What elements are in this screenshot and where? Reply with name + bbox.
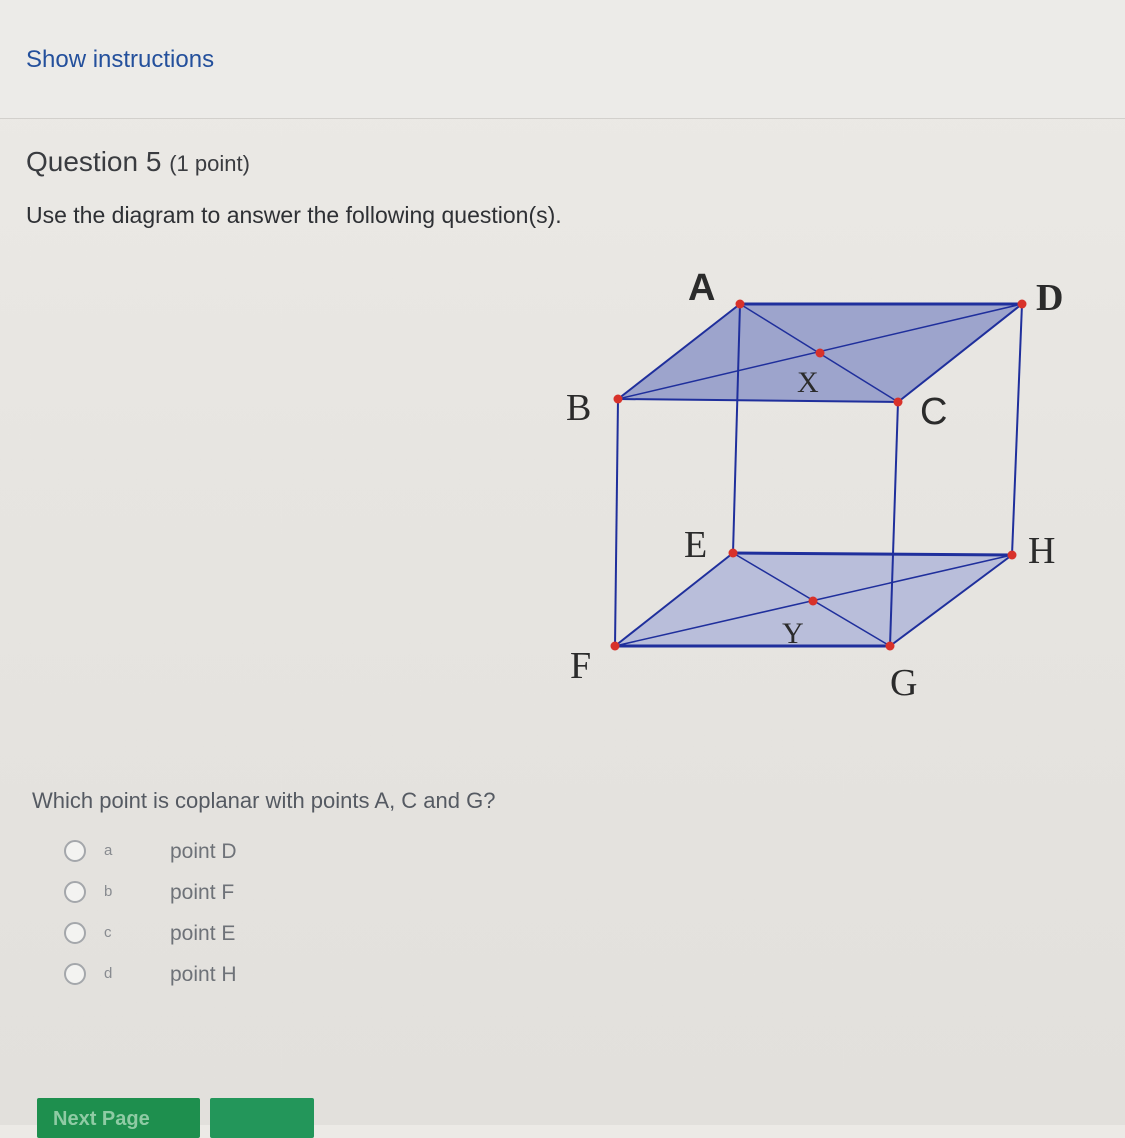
point-e	[729, 549, 738, 558]
label-a: A	[688, 267, 716, 309]
point-b	[614, 395, 623, 404]
choice-letter: d	[104, 965, 113, 982]
question-instructions: Use the diagram to answer the following question(s).	[26, 202, 562, 228]
choice-text: point E	[170, 922, 236, 945]
label-b: B	[566, 387, 592, 429]
radio-button-d[interactable]	[64, 963, 86, 985]
point-a	[736, 300, 745, 309]
answer-choices	[60, 836, 460, 1000]
save-button[interactable]	[210, 1098, 314, 1138]
edge-dh	[1012, 304, 1022, 555]
choice-a[interactable]	[60, 836, 460, 877]
label-y: Y	[782, 617, 804, 650]
choice-letter: a	[104, 842, 113, 859]
radio-button-c[interactable]	[64, 922, 86, 944]
choice-d[interactable]	[60, 959, 460, 1000]
point-g	[886, 642, 895, 651]
label-c: C	[920, 391, 948, 433]
choice-text: point H	[170, 963, 237, 986]
choice-b[interactable]	[60, 877, 460, 918]
show-instructions-link[interactable]: Show instructions	[26, 46, 215, 73]
label-x: X	[797, 366, 819, 399]
cube-diagram	[540, 255, 1100, 715]
header-band	[0, 0, 1125, 119]
edge-bf	[615, 399, 618, 646]
point-d	[1018, 300, 1027, 309]
label-h: H	[1028, 530, 1056, 572]
label-e: E	[684, 524, 708, 566]
label-d: D	[1036, 277, 1064, 319]
question-prompt: Which point is coplanar with points A, C and G?	[32, 788, 496, 813]
choice-letter: b	[104, 883, 113, 900]
label-g: G	[890, 662, 918, 704]
choice-text: point D	[170, 840, 237, 863]
question-number: Question 5	[26, 146, 162, 177]
choice-c[interactable]	[60, 918, 460, 959]
point-y	[809, 597, 818, 606]
point-f	[611, 642, 620, 651]
edge-eh	[733, 553, 1012, 555]
point-c	[894, 398, 903, 407]
choice-text: point F	[170, 881, 235, 904]
choice-letter: c	[104, 924, 112, 941]
point-x	[816, 349, 825, 358]
label-f: F	[570, 645, 592, 687]
point-h	[1008, 551, 1017, 560]
radio-button-a[interactable]	[64, 840, 86, 862]
next-page-button[interactable]: Next Page	[37, 1098, 200, 1138]
question-points: (1 point)	[169, 151, 250, 176]
question-title	[26, 146, 250, 178]
radio-button-b[interactable]	[64, 881, 86, 903]
